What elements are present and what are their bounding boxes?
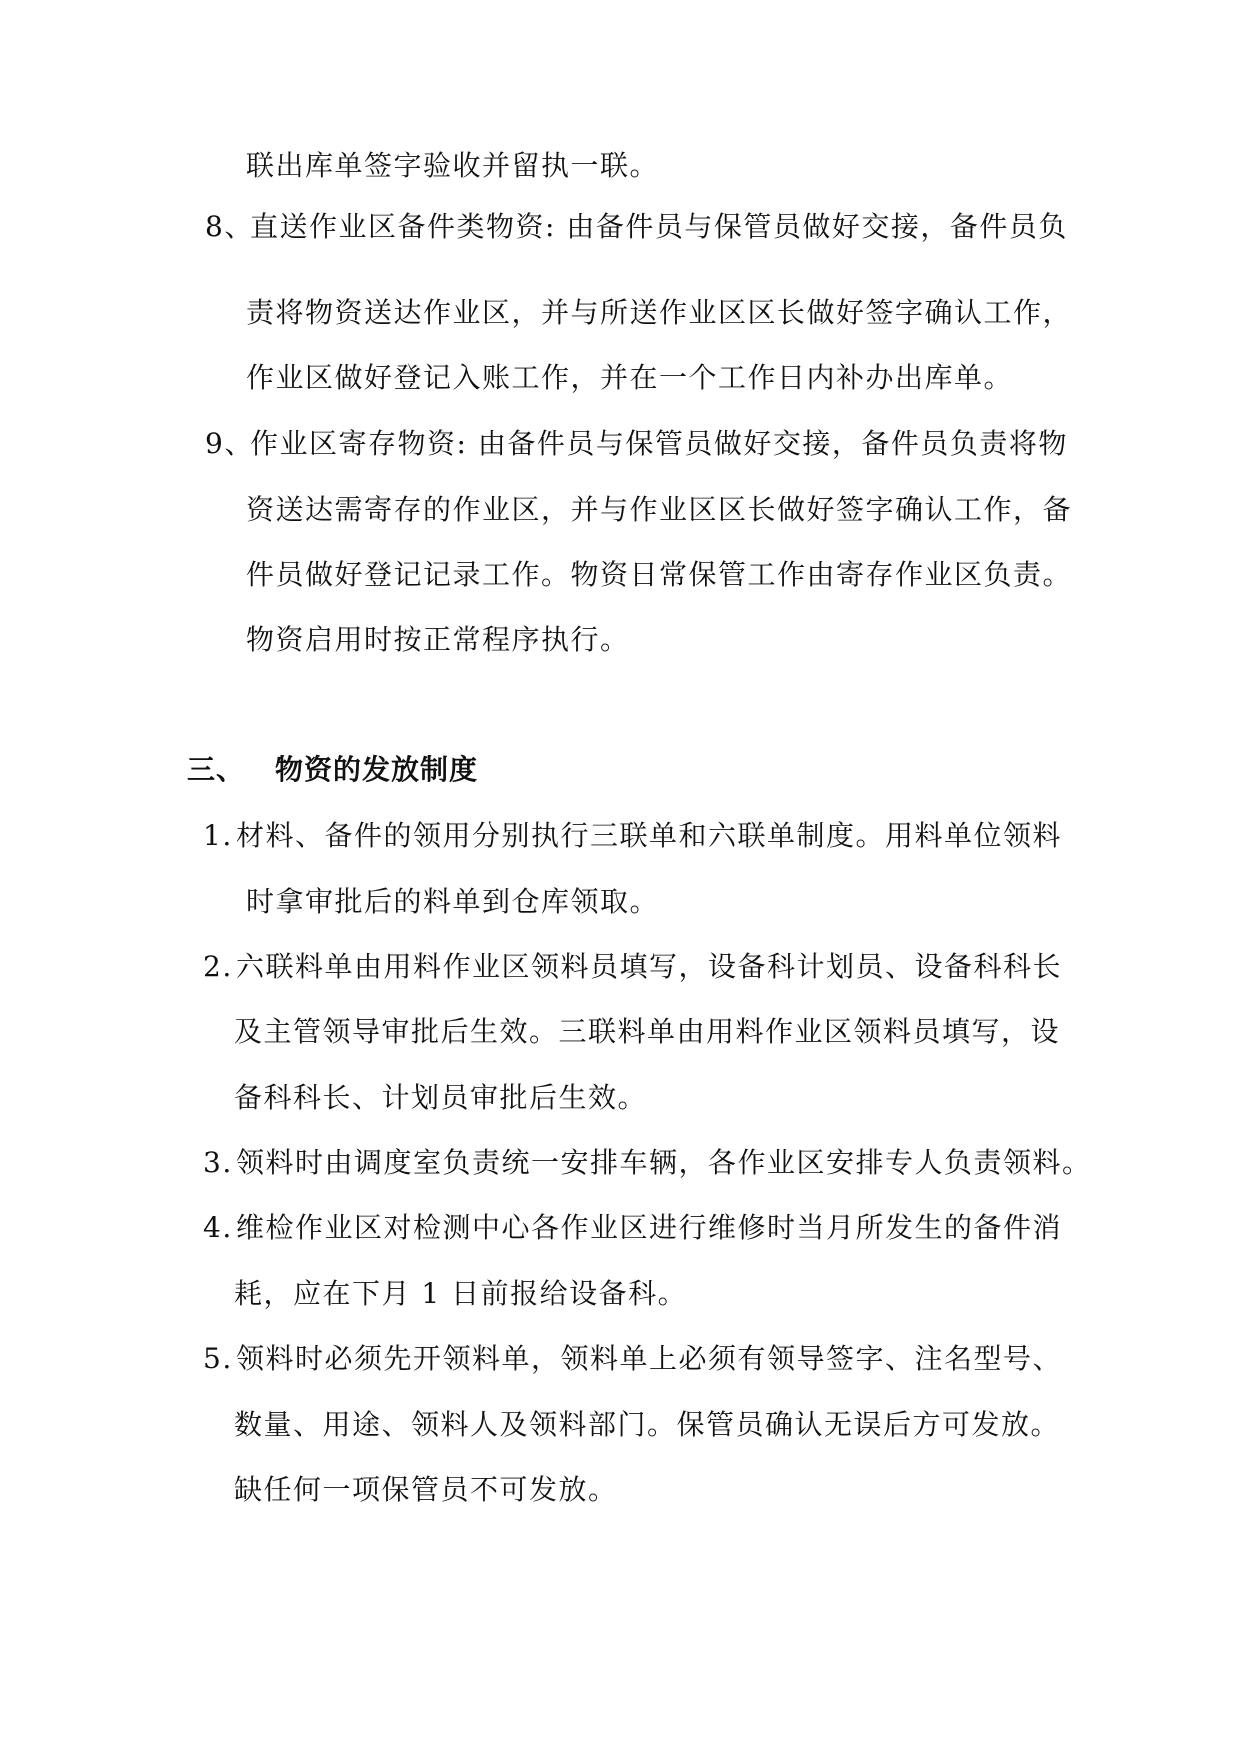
item-text-line: 领料时由调度室负责统一安排车辆，各作业区安排专人负责领料。 bbox=[236, 1146, 1092, 1179]
item-text-line: 领料时必须先开领料单，领料单上必须有领导签字、注名型号、 bbox=[236, 1342, 1063, 1375]
item-text-line: 维检作业区对检测中心各作业区进行维修时当月所发生的备件消 bbox=[236, 1211, 1063, 1244]
item-text-line: 直送作业区备件类物资: 由备件员与保管员做好交接，备件员负 bbox=[250, 210, 1068, 243]
item-number: 1. bbox=[203, 819, 233, 852]
item-text-line: 缺任何一项保管员不可发放。 bbox=[234, 1473, 618, 1506]
item-number: 4. bbox=[203, 1211, 233, 1244]
item-text-line: 时拿审批后的料单到仓库领取。 bbox=[246, 885, 660, 918]
item-number: 2. bbox=[203, 950, 233, 983]
item-number: 3. bbox=[203, 1146, 233, 1179]
item-text-line: 资送达需寄存的作业区，并与作业区区长做好签字确认工作，备 bbox=[246, 493, 1073, 526]
item-text-line: 物资启用时按正常程序执行。 bbox=[246, 623, 630, 656]
item-text-line: 六联料单由用料作业区领料员填写，设备科计划员、设备科科长 bbox=[236, 950, 1063, 983]
item-text-line: 材料、备件的领用分别执行三联单和六联单制度。用料单位领料 bbox=[236, 819, 1063, 852]
item-text-line: 件员做好登记记录工作。物资日常保管工作由寄存作业区负责。 bbox=[246, 558, 1073, 591]
item-text-line: 责将物资送达作业区，并与所送作业区区长做好签字确认工作， bbox=[246, 296, 1073, 329]
item-text-line: 备科科长、计划员审批后生效。 bbox=[234, 1081, 648, 1114]
item-text-line: 作业区做好登记入账工作，并在一个工作日内补办出库单。 bbox=[246, 361, 1014, 394]
section-title: 物资的发放制度 bbox=[275, 753, 479, 786]
item-text-line: 及主管领导审批后生效。三联料单由用料作业区领料员填写，设 bbox=[234, 1015, 1061, 1048]
item-number: 9、 bbox=[205, 427, 254, 460]
section-number: 三、 bbox=[187, 753, 246, 786]
item-number: 5. bbox=[203, 1342, 233, 1375]
item-text-line: 作业区寄存物资: 由备件员与保管员做好交接，备件员负责将物 bbox=[250, 427, 1068, 460]
continuation-line: 联出库单签字验收并留执一联。 bbox=[246, 149, 660, 182]
item-number: 8、 bbox=[205, 210, 254, 243]
item-text-line: 数量、用途、领料人及领料部门。保管员确认无误后方可发放。 bbox=[234, 1408, 1061, 1441]
item-text-line: 耗，应在下月 1 日前报给设备科。 bbox=[234, 1277, 688, 1310]
